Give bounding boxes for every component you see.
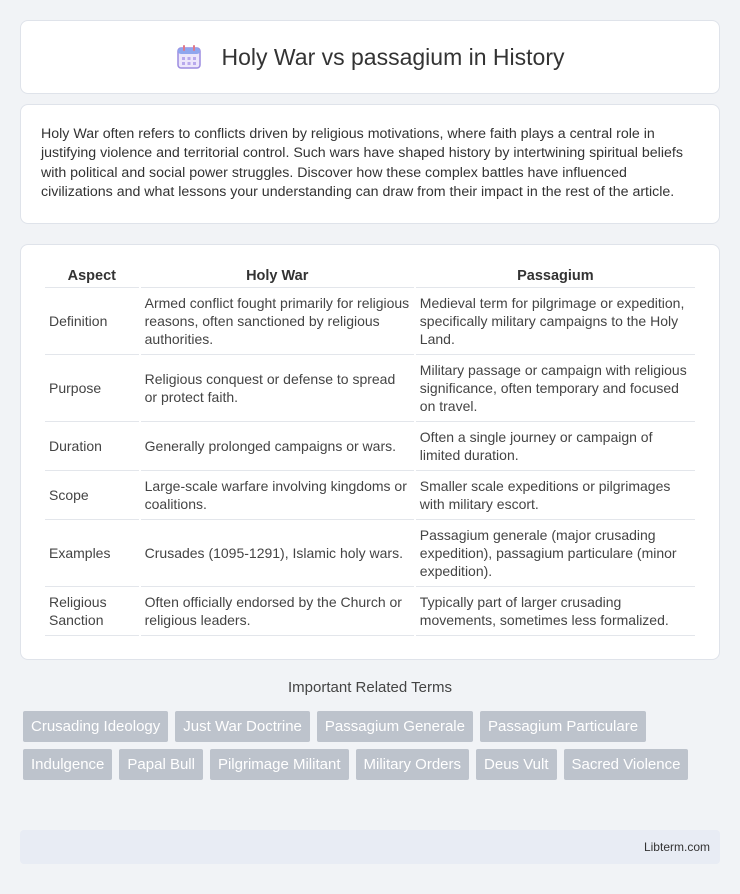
table-cell: Crusades (1095-1291), Islamic holy wars. [141, 520, 414, 587]
table-cell: Often a single journey or campaign of limited duration. [416, 422, 695, 471]
table-row [45, 422, 695, 471]
column-header: Aspect [45, 263, 139, 288]
table-row [45, 471, 695, 520]
table-row [45, 355, 695, 422]
calendar-icon [176, 44, 202, 70]
table-row [45, 587, 695, 636]
table-cell: Smaller scale expeditions or pilgrimages with military escort. [416, 471, 695, 520]
intro-text: Holy War often refers to conflicts driven by religious motivations, where faith plays a central role in justifying violence and territorial control. Such wars have shaped history by intertwining spiritual beliefs with political and social power struggles. Discover how these complex battles have influenced civilizations and what lessons your understanding can draw from their impact in the rest of the article. [41, 126, 683, 201]
comparison-table-card [20, 244, 720, 660]
table-cell: Passagium generale (major crusading expedition), passagium particulare (minor expedition). [416, 520, 695, 587]
header-card [20, 20, 720, 94]
table-cell: Purpose [45, 355, 139, 422]
table-cell: Medieval term for pilgrimage or expedition, specifically military campaigns to the Holy Land. [416, 288, 695, 355]
table-cell: Large-scale warfare involving kingdoms or coalitions. [141, 471, 414, 520]
page-title: Holy War vs passagium in History [221, 43, 565, 70]
table-cell: Generally prolonged campaigns or wars. [141, 422, 414, 471]
table-cell: Typically part of larger crusading movements, sometimes less formalized. [416, 587, 695, 636]
table-row [45, 288, 695, 355]
related-term-tag[interactable]: Deus Vult [476, 749, 556, 780]
related-term-tag[interactable]: Passagium Particulare [480, 711, 646, 742]
table-row [45, 520, 695, 587]
table-cell: Scope [45, 471, 139, 520]
table-cell: Examples [45, 520, 139, 587]
table-cell: Military passage or campaign with religious significance, often temporary and focused on travel. [416, 355, 695, 422]
table-cell: Definition [45, 288, 139, 355]
related-terms-title: Important Related Terms [288, 679, 452, 696]
related-term-tag[interactable]: Papal Bull [119, 749, 203, 780]
related-term-tag[interactable]: Military Orders [356, 749, 470, 780]
footer-link[interactable]: Libterm.com [643, 840, 710, 854]
column-header: Holy War [141, 263, 414, 288]
column-header: Passagium [416, 263, 695, 288]
related-term-tag[interactable]: Pilgrimage Militant [210, 749, 349, 780]
table-header-row [45, 263, 695, 288]
related-term-tag[interactable]: Just War Doctrine [175, 711, 310, 742]
related-term-tag[interactable]: Sacred Violence [564, 749, 689, 780]
footer [20, 830, 720, 864]
table-cell: Armed conflict fought primarily for religious reasons, often sanctioned by religious authorities. [141, 288, 414, 355]
intro-card [20, 104, 720, 224]
table-cell: Religious Sanction [45, 587, 139, 636]
related-terms-list [23, 711, 723, 780]
related-term-tag[interactable]: Indulgence [23, 749, 112, 780]
related-term-tag[interactable]: Crusading Ideology [23, 711, 168, 742]
table-cell: Religious conquest or defense to spread or protect faith. [141, 355, 414, 422]
comparison-table [43, 263, 697, 636]
table-cell: Duration [45, 422, 139, 471]
related-term-tag[interactable]: Passagium Generale [317, 711, 473, 742]
table-cell: Often officially endorsed by the Church or religious leaders. [141, 587, 414, 636]
